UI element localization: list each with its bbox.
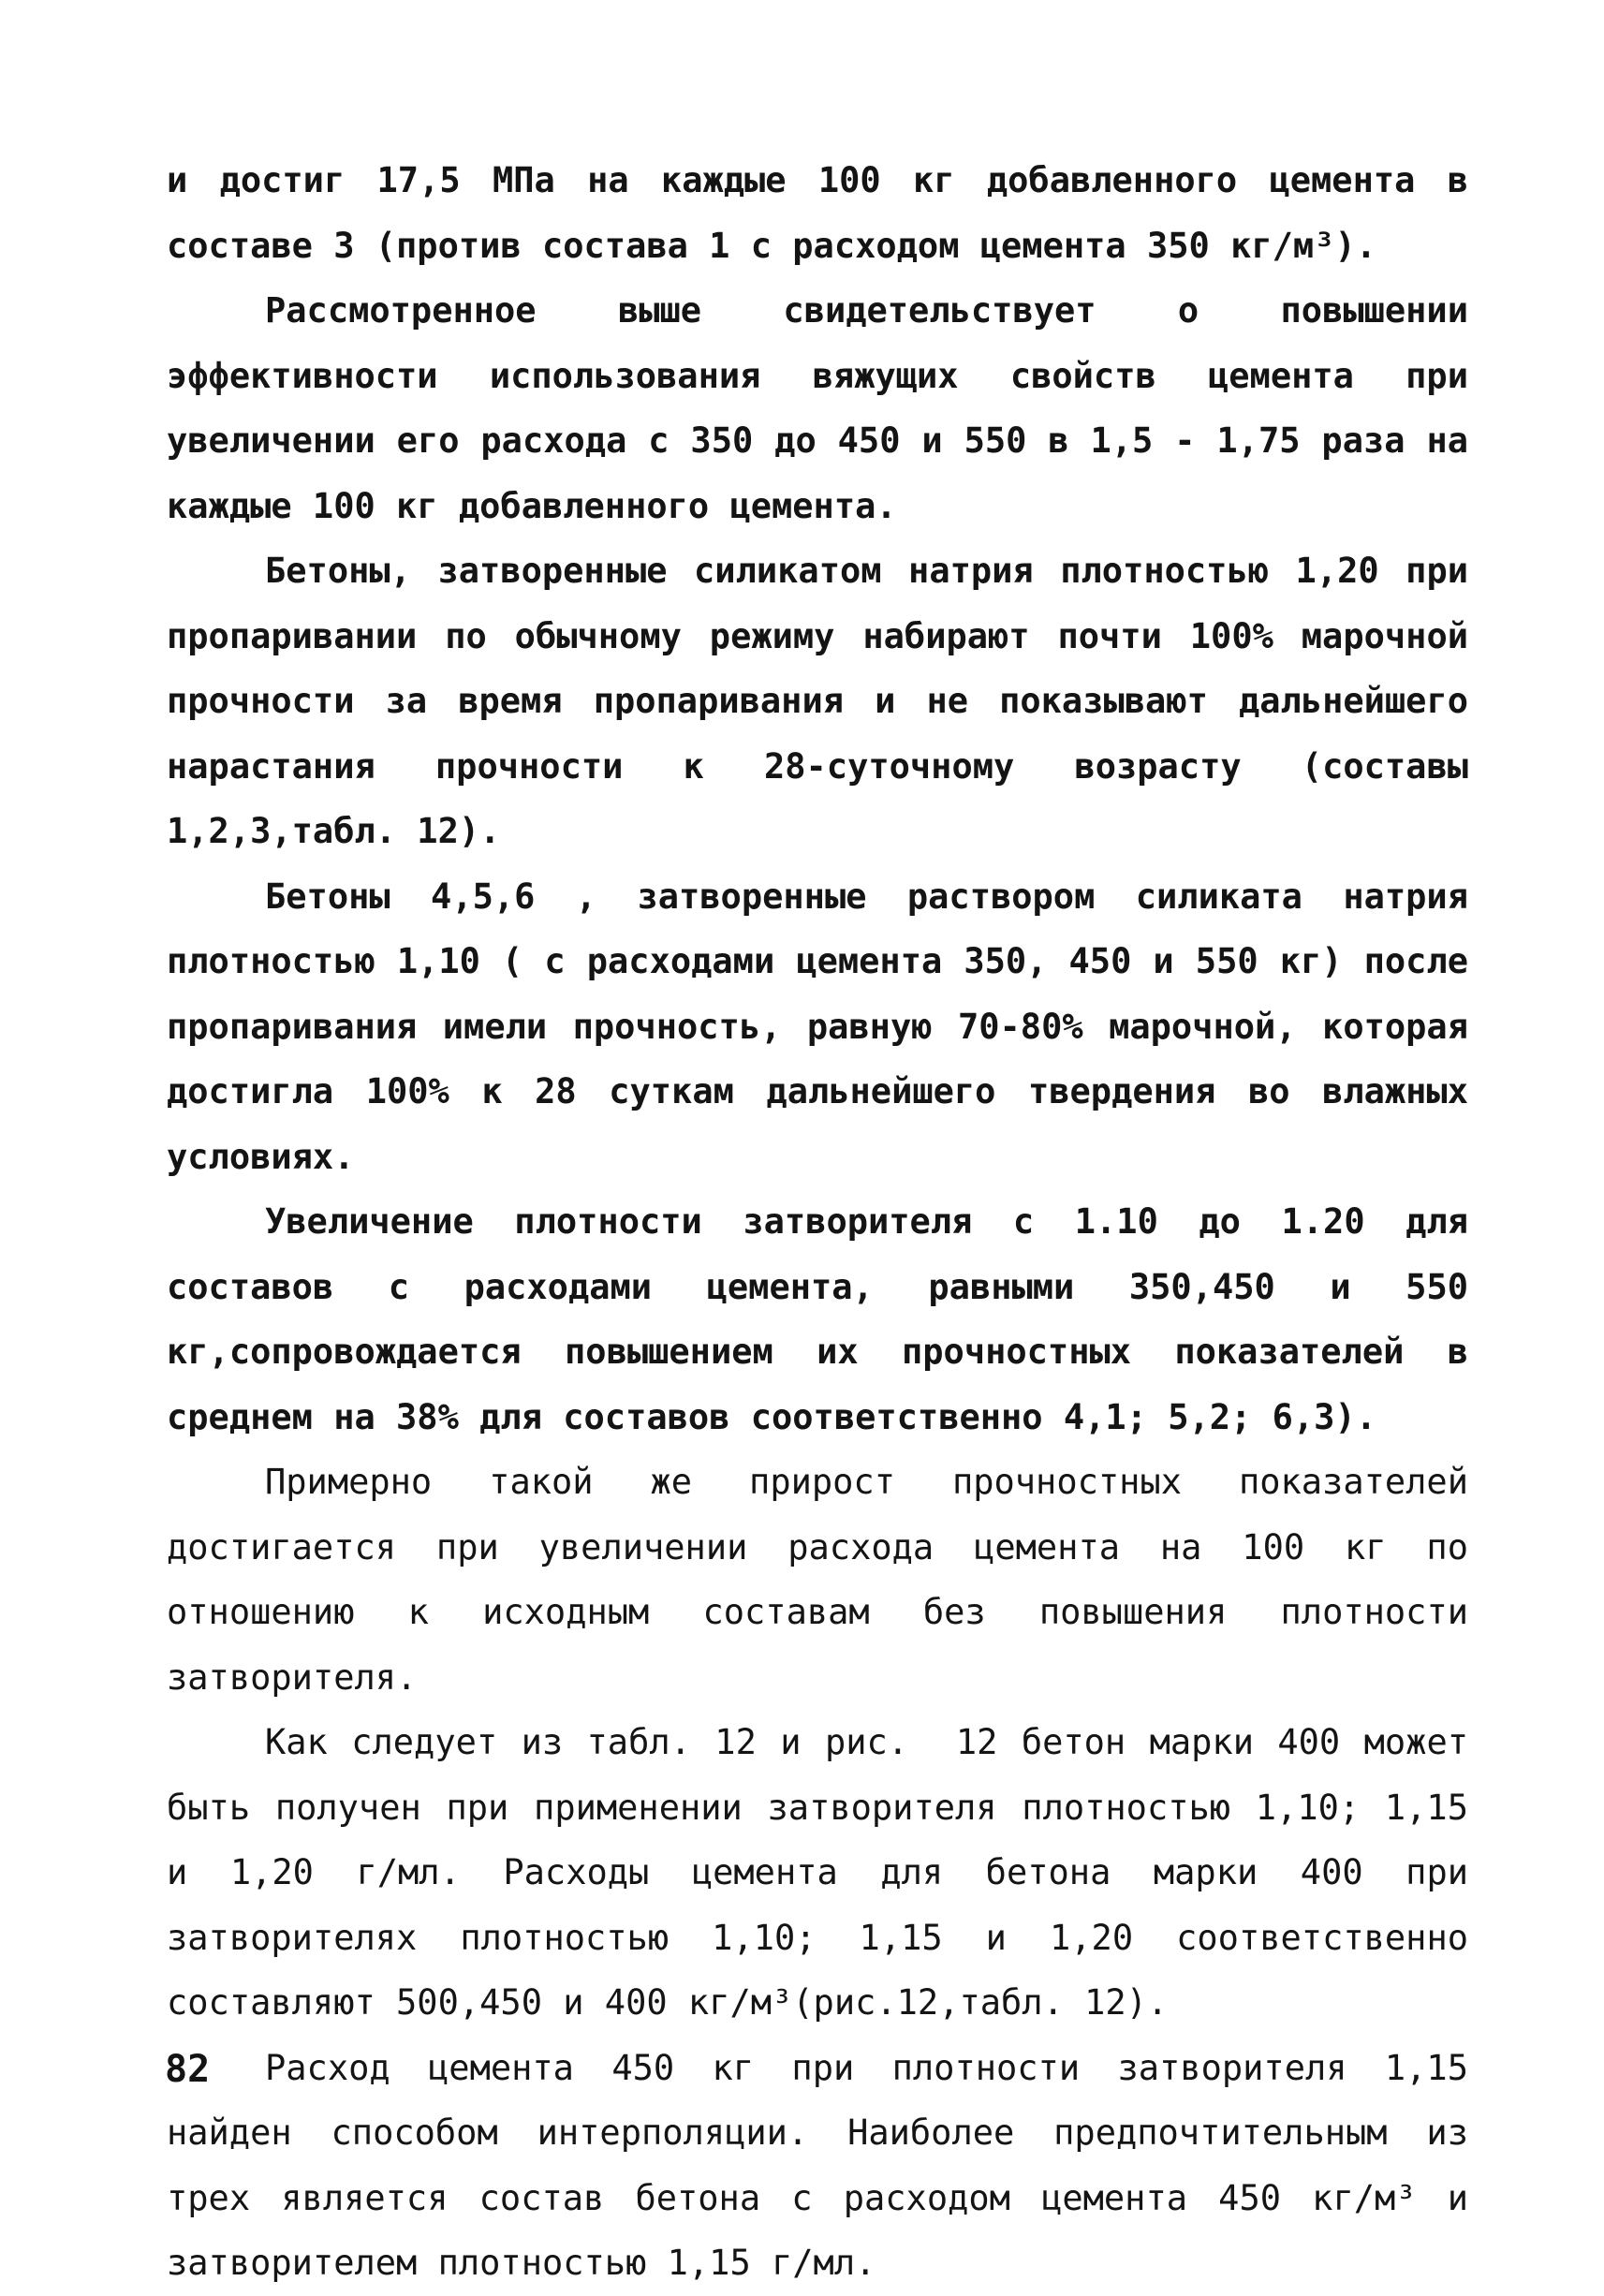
body-text [167,148,1490,2296]
paragraph-8: Расход цемента 450 кг при плотности затворителя 1,15 найден способом интерполяции. Наиболее предпочтительным из трех является состав бетона с расходом цемента 450 кг/м³ и затворителем плотностью 1,15 г/мл. [167,2047,1490,2283]
paragraph-2: Рассмотренное выше свидетельствует о повышении эффективности использования вяжущих свойств цемента при увеличении его расхода с 350 до 450 и 550 в 1,5 - 1,75 раза на каждые 100 кг добавленного цемента. [167,290,1490,526]
paragraph-4: Бетоны 4,5,6 , затворенные раствором силиката натрия плотностью 1,10 ( с расходами цемента 350, 450 и 550 кг) после пропаривания имели прочность, равную 70-80% марочной, которая достигла 100% к 28 суткам дальнейшего твердения во влажных условиях. [167,876,1490,1177]
paragraph-7: Как следует из табл. 12 и рис. 12 бетон марки 400 может быть получен при применении затворителя плотностью 1,10; 1,15 и 1,20 г/мл. Расходы цемента для бетона марки 400 при затворителях плотностью 1,10; 1,15 и 1,20 соответственно составляют 500,450 и 400 кг/м³(рис.12,табл. 12). [167,1722,1490,2023]
paragraph-6: Примерно такой же прирост прочностных показателей достигается при увеличении расхода цемента на 100 кг по отношению к исходным составам без повышения плотности затворителя. [167,1462,1490,1698]
page-number: 82 [165,2048,211,2091]
paragraph-1: и достиг 17,5 МПа на каждые 100 кг добавленного цемента в составе 3 (против состава 1 с расходом цемента 350 кг/м³). [167,160,1490,266]
paragraph-3: Бетоны, затворенные силикатом натрия плотностью 1,20 при пропаривании по обычному режиму набирают почти 100% марочной прочности за время пропаривания и не показывают дальнейшего нарастания прочности к 28-суточному возрасту (составы 1,2,3,табл. 12). [167,551,1490,851]
paragraph-5: Увеличение плотности затворителя с 1.10 до 1.20 для составов с расходами цемента, равными 350,450 и 550 кг,сопровождается повышением их прочностных показателей в среднем на 38% для составов соответственно 4,1; 5,2; 6,3). [167,1201,1490,1437]
